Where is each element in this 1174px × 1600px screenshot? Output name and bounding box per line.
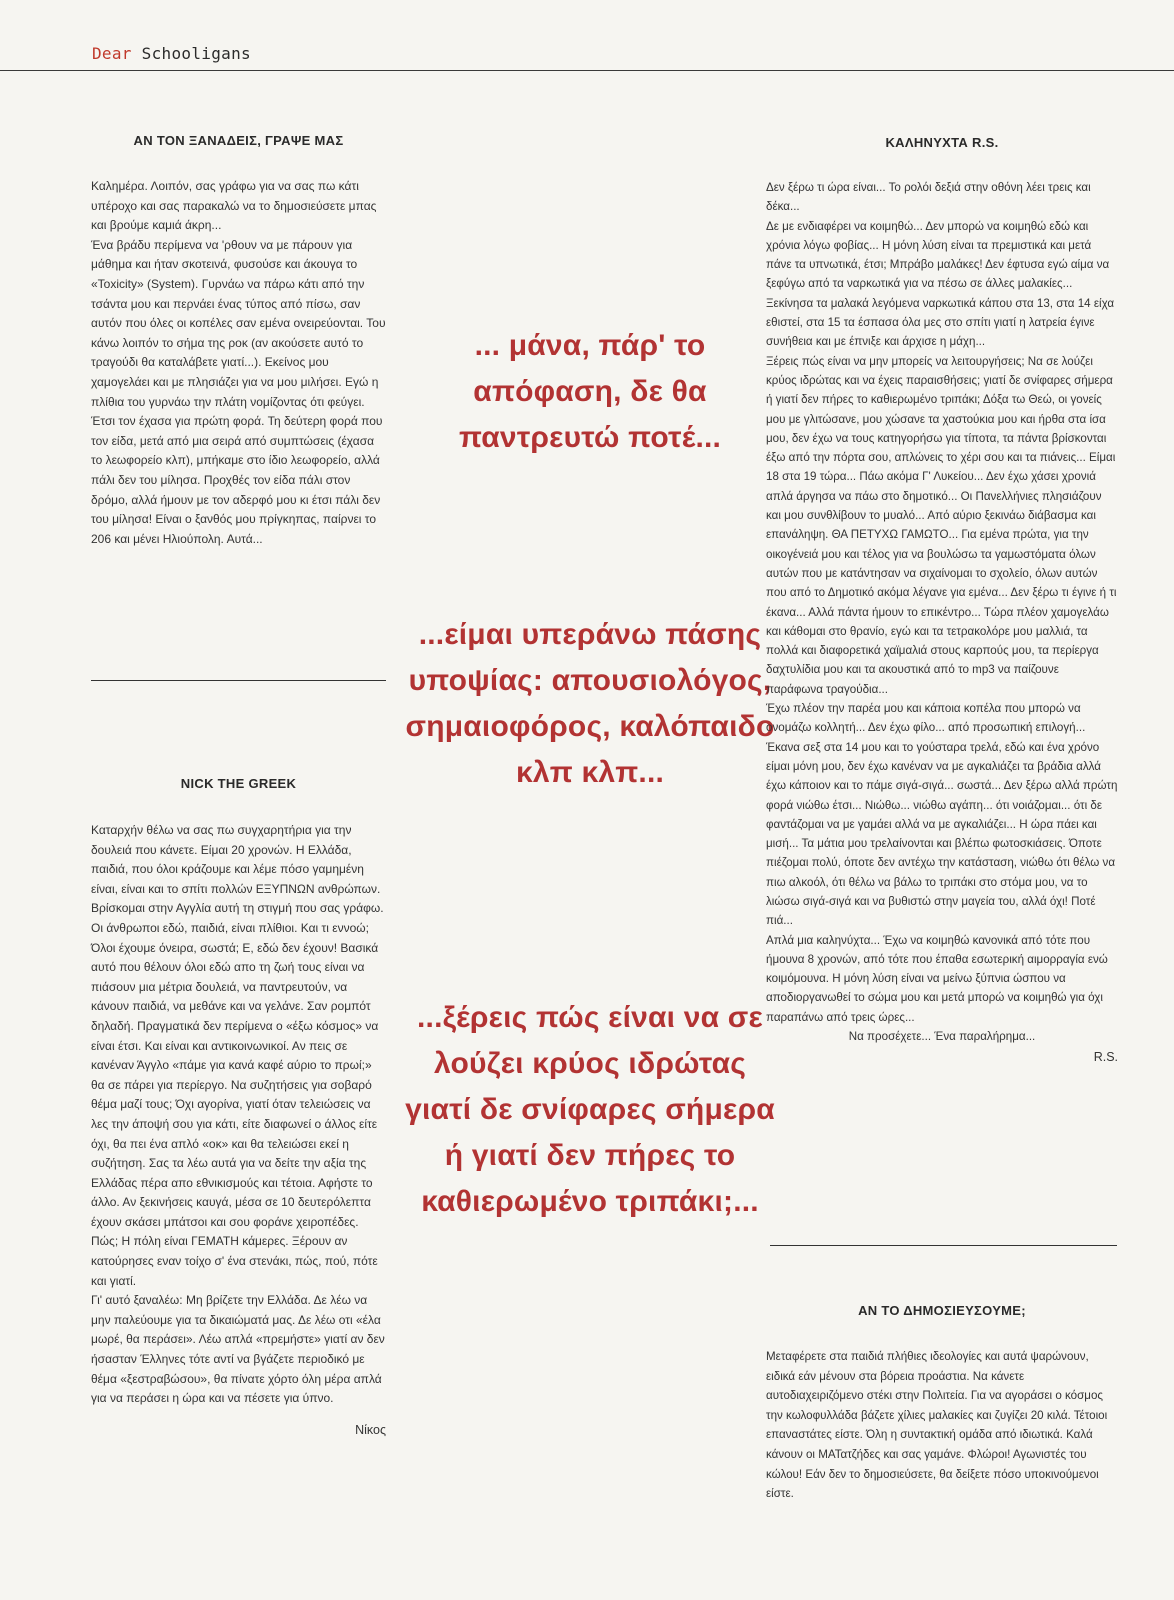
letter-title: NICK THE GREEK [180, 776, 297, 791]
pull-quote: ... μάνα, πάρ' το απόφαση, δε θα παντρευτώ ποτέ... [458, 329, 722, 454]
letter-paragraph: Μεταφέρετε στα παιδιά πλήθιες ιδεολογίες και αυτά ψαρώνουν, ειδικά εάν μένουν στα βόρεια προάστια. Να κάνετε αυτοδιαχειριζόμενο στέκι στην Πολιτεία. Για να αγοράσει ο κόσμος την κωλοφυλλάδα βάζετε χίλιες μαλακίες και ζυγίζει 20 κιλά. Τέτοιοι επαναστάτες είστε. Όλη η συντακτική ομάδα από ιδιωτικά. Καλά κάνουν οι ΜΑΤατζήδες και σας γαμάνε. Φλώροι! Αγωνιστές του κώλου! Εάν δεν το δημοσιεύσετε, θα δείξετε πόσο υποκινούμενοι είστε. [766, 1350, 1108, 1501]
letter-title: ΚΑΛΗΝΥΧΤΑ R.S. [885, 135, 999, 150]
letter-body [91, 177, 386, 549]
page-header [0, 0, 1174, 71]
letter-title: ΑΝ ΤΟΝ ΞΑΝΑΔΕΙΣ, ΓΡΑΨΕ ΜΑΣ [133, 133, 344, 148]
pull-quote: ...ξέρεις πώς είναι να σε λούζει κρύος ιδρώτας γιατί δε σνίφαρες σήμερα ή γιατί δεν πήρες το καθιερωμένο τριπάκι;... [405, 1001, 775, 1218]
letter-paragraph: Απλά μια καληνύχτα... Έχω να κοιμηθώ κανονικά από τότε που ήμουνα 8 χρονών, από τότε που έπαθα εσωτερική αιμορραγία ενώ κοιμόμουνα. Η μόνη λύση είναι να μείνω ξύπνια ώσπου να αποδιοργανωθεί το σώμα μου και μετά μπορώ να κοιμηθώ για όχι παραπάνω από τρεις ώρες... [766, 933, 1108, 1024]
letter-signature: R.S. [1093, 1050, 1118, 1065]
letter-nick-the-greek [91, 776, 386, 1437]
letter-paragraph: Δεν ξέρω τι ώρα είναι... Το ρολόι δεξιά στην οθόνη λέει τρεις και δέκα... [766, 181, 1091, 214]
letter-paragraph: Καλημέρα. Λοιπόν, σας γράφω για να σας πω κάτι υπέροχο και σας παρακαλώ να το δημοσιεύσετε μπας και βρούμε καμιά άκρη... [91, 179, 377, 233]
section-title-dear: Dear [92, 44, 132, 63]
letter-body [91, 821, 386, 1409]
letter-body [766, 178, 1118, 1046]
section-title-schooligans: Schooligans [141, 44, 251, 63]
letter-paragraph: Ξέρεις πώς είναι να μην μπορείς να λειτουργήσεις; Να σε λούζει κρύος ιδρώτας και να έχεις παραισθήσεις; γιατί δε σνίφαρες σήμερα ή γιατί δεν πήρες το καθιερωμένο τριπάκι; Δόξα τω Θεώ, οι γονείς μου με γλιτώσανε, μου χώσανε τα χαστούκια μου και ήρθα στα ίσα μου, δεν έχω να τους κατηγορήσω για τίποτα, τα πάντα βρίσκονται έξω από την πόρτα σου, απλώνεις το χέρι σου και τα πιάνεις... Είμαι 18 στα 19 τώρα... Πάω ακόμα Γ' Λυκείου... Δεν έχω χάσει χρονιά απλά άργησα να πάω στο δημοτικό... Οι Πανελλήνιες πλησιάζουν και μου συνθλίβουν το μυαλό... Από αύριο ξεκινάω διάβασμα και επανάληψη. ΘΑ ΠΕΤΥΧΩ ΓΑΜΩΤΟ... Για εμένα πρώτα, για την οικογένειά μου και τέλος για να βουλώσω τα γαμωστόματα όλων αυτών που με κατάντησαν να σιχαίνομαι το σχολείο, όλων αυτών που από το Δημοτικό ακόμα λέγανε για εμένα... Δεν ξέρω τι έγινε ή τι έκανα... Αλλά πάντα ήμουν το επικέντρο... Τώρα πλέον χαμογελάω και κάθομαι στο θρανίο, εγώ και τα τετρακολόρε μου μαλλιά, τα πολλά και διαφορετικά χαϊμαλιά στους καρπούς μου, τα περίεργα δαχτυλίδια μου και τα ακουστικά από το mp3 να παίζουνε παράφωνα τραγούδια... [766, 354, 1117, 696]
letter-body [766, 1347, 1118, 1504]
section-title [92, 44, 251, 63]
letter-paragraph: Ένα βράδυ περίμενα να 'ρθουν να με πάρουν για μάθημα και ήταν σκοτεινά, φυσούσε και άκουγα το «Toxicity» (System). Γυρνάω να πάρω κάτι από την τσάντα μου και περνάει ένας τύπος από πίσω, σαν αυτόν που όλες οι κοπέλες σαν εμένα ονειρεύονται. Του κάνω λοιπόν το σήμα της ροκ (αν ακούσετε αυτό το τραγούδι θα καταλάβετε γιατί...). Εκείνος μου χαμογελάει και με πλησιάζει για να μου μιλήσει. Εγώ η πλίθια του γυρνάω την πλάτη νομίζοντας ότι φεύγει. Έτσι τον έχασα για πρώτη φορά. Τη δεύτερη φορά που τον είδα, μετά από μια σειρά από συμπτώσεις (έχασα το λεωφορείο κλπ), μπήκαμε στο ίδιο λεωφορείο, αλλά πάλι δεν του μίλησα. Προχθές τον είδα πάλι στον δρόμο, αλλά ήμουν με τον αδερφό μου κι έτσι πάλι δεν του μίλησα! Είναι ο ξανθός μου πρίγκηπας, παίρνει το 206 και μένει Ηλιούπολη. Αυτά... [91, 237, 386, 546]
letter-an-ton-xanadeis [91, 133, 386, 549]
pull-quote: ...είμαι υπεράνω πάσης υποψίας: απουσιολόγος, σημαιοφόρος, καλόπαιδο κλπ κλπ... [405, 618, 775, 789]
letter-paragraph: Να προσέχετε... Ένα παραλήρημα... [848, 1030, 1036, 1044]
letter-paragraph: Καταρχήν θέλω να σας πω συγχαρητήρια για την δουλειά που κάνετε. Είμαι 20 χρονών. Η Ελλάδα, παιδιά, που όλοι κράζουμε και λέμε πόσο γαμημένη είναι, είναι και το σπίτι πολλών ΕΞΥΠΝΩΝ ανθρώπων. Βρίσκομαι στην Αγγλία αυτή τη στιγμή που σας γράφω. Οι άνθρωποι εδώ, παιδιά, είναι πλίθιοι. Και τι εννοώ; Όλοι έχουμε όνειρα, σωστά; Ε, εδώ δεν έχουν! Βασικά αυτό που θέλουν όλοι εδώ απο τη ζωή τους είναι να πιάσουν μια μέτρια δουλειά, να παντρευτούν, να κάνουν παιδιά, να μεθάνε και να γελάνε. Σαν ρομπότ δηλαδή. Πραγματικά δεν περίμενα ο «έξω κόσμος» να είναι έτσι. Και είναι και αντικοινωνικοί. Αν πεις σε κανέναν Άγγλο «πάμε για κανά καφέ αύριο το πρωί;» θα σε πάρει για περίεργο. Να συζητήσεις για σοβαρό θέμα μαζί τους; Όχι αγορίνα, γιατί όταν τελειώσεις να λες την άποψή σου για κάτι, είτε διαφωνεί ο άλλος είτε όχι, θα πει ένα απλό «οκ» και θα τελειώσει εκεί η συζήτηση. Σας τα λέω αυτά για να δείτε την αξία της Ελλάδας πέρα απο εθνικισμούς και τέτοια. Αφήστε το άλλο. Αν ξεκινήσεις καυγά, μέσα σε 10 δευτερόλεπτα έχουν σκάσει μπάτσοι και σου φοράνε χειροπέδες. Πώς; Η πόλη είναι ΓΕΜΑΤΗ κάμερες. Ξέρουν αν κατούρησες εναν τοίχο σ' ένα στενάκι, πώς, πού, πότε και γιατί. [91, 823, 384, 1288]
divider [770, 1245, 1117, 1246]
letter-an-to-dimosieusoume [766, 1303, 1118, 1504]
letter-title: ΑΝ ΤΟ ΔΗΜΟΣΙΕΥΣΟΥΜΕ; [858, 1303, 1026, 1318]
divider [91, 680, 386, 681]
letter-signature: Νίκος [355, 1422, 386, 1437]
letter-paragraph: Έχω πλέον την παρέα μου και κάποια κοπέλα που μπορώ να ονομάζω κολλητή... Δεν έχω φίλο... από προσωπική επιλογή... Έκανα σεξ στα 14 μου και το γούσταρα τρελά, εδώ και ένα χρόνο είμαι μόνη μου, δεν έχω κανέναν να με αγκαλιάζει τα βράδια αλλά έχω κάποιον και το πάμε σιγά-σιγά... σωστά... Δεν ξέρω αλλά πρώτη φορά νιώθω έτσι... Νιώθω... νιώθω αγάπη... ότι νοιάζομαι... ότι δε φαντάζομαι να με γαμάει αλλά να με αγκαλιάζει... Η ώρα πάει και μισή... Τα μάτια μου τρελαίνονται και βλέπω φωτοσκιάσεις. Όποτε πιέζομαι πολύ, όποτε δεν αντέχω την κατάσταση, νιώθω ότι θέλω να πιω αλκοόλ, ότι θέλω να βάλω το τριπάκι στο στόμα μου, να το λιώσω σιγά-σιγά και να βυθιστώ στην μαγεία του, αλλά όχι! Ποτέ πιά... [766, 702, 1118, 928]
letter-kalinyxta-rs [766, 135, 1118, 1064]
letter-paragraph: Δε με ενδιαφέρει να κοιμηθώ... Δεν μπορώ να κοιμηθώ εδώ και χρόνια λόγω φοβίας... Η μόνη λύση είναι τα πρεμιστικά και μετά πάνε τα υπνωτικά, έτσι; Μπράβο μαλάκες! Δεν έφτυσα εγώ αίμα να ξεφύγω από τα ναρκωτικά για να πέσω σε άλλες μαλακίες... Ξεκίνησα τα μαλακά λεγόμενα ναρκωτικά κάπου στα 13, στα 14 είχα εθιστεί, στα 15 τα έσπασα όλα μες στο σπίτι γιατί η λατρεία έγινε συνήθεια και με έπνιξε και άρχισε η μάχη... [766, 219, 1115, 349]
letter-paragraph: Γι' αυτό ξαναλέω: Μη βρίζετε την Ελλάδα. Δε λέω να μην παλεύουμε για τα δικαιώματά μας. Δε λέω οτι «έλα μωρέ, θα περάσει». Λέω απλά «πρεμήστε» γιατί αν δεν ήσασταν Έλληνες τότε αντί να βγάζετε περιοδικό με θέμα «ξεστραβώσου», θα πίνατε χόρτο όλη μέρα απλά για να περάσει η ώρα και να πέσετε για ύπνο. [91, 1293, 385, 1406]
